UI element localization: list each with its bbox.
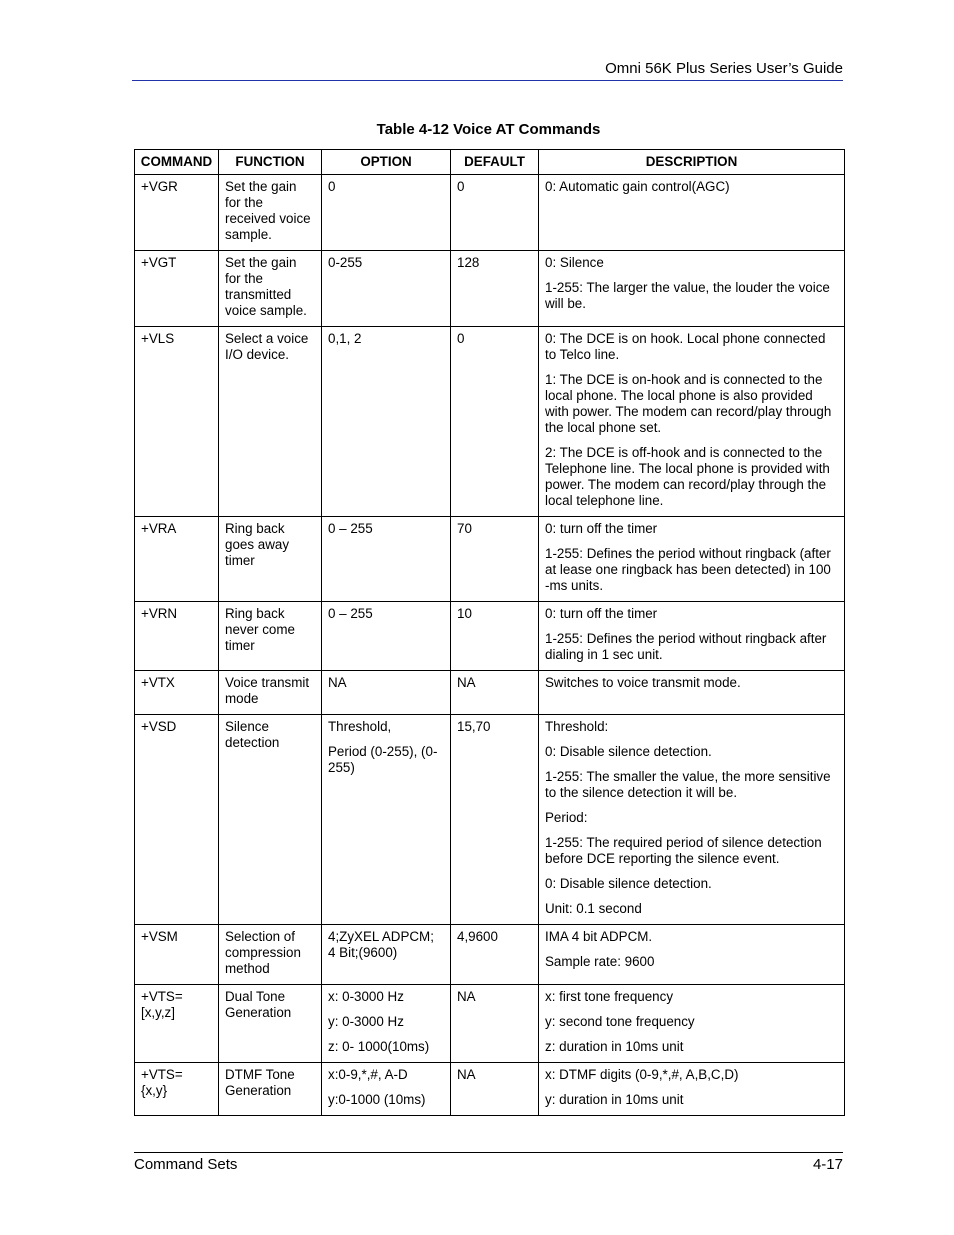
cell-paragraph: 0 [457, 179, 465, 194]
cell-function [219, 925, 322, 985]
page-header-title: Omni 56K Plus Series User’s Guide [605, 60, 843, 77]
cell-paragraph: 0: Automatic gain control(AGC) [545, 179, 730, 194]
cell-paragraph: y:0-1000 (10ms) [328, 1092, 426, 1107]
header-divider [132, 80, 843, 81]
cell-option [322, 925, 451, 985]
table-row [135, 715, 845, 925]
cell-paragraph: 0 – 255 [328, 521, 373, 536]
cell-option [322, 715, 451, 925]
cell-paragraph: 0: Disable silence detection. [545, 876, 712, 891]
cell-paragraph: 0: turn off the timer [545, 521, 658, 536]
cell-paragraph: 2: The DCE is off-hook and is connected to the Telephone line. The local phone is provided with power. The modem can record/play through the local telephone line. [545, 445, 830, 508]
cell-option [322, 602, 451, 671]
cell-paragraph: +VGR [141, 179, 178, 194]
cell-paragraph: 1-255: Defines the period without ringback (after at lease one ringback has been detected) in 100 -ms units. [545, 546, 831, 593]
cell-default [451, 602, 539, 671]
cell-paragraph: Silence detection [225, 719, 280, 750]
cell-command [135, 715, 219, 925]
table-row [135, 175, 845, 251]
cell-option [322, 985, 451, 1063]
cell-default [451, 925, 539, 985]
cell-paragraph: 1-255: The required period of silence detection before DCE reporting the silence event. [545, 835, 822, 866]
cell-paragraph: 0: Silence [545, 255, 604, 270]
cell-command [135, 925, 219, 985]
cell-paragraph: +VTX [141, 675, 175, 690]
cell-option [322, 1063, 451, 1116]
cell-default [451, 1063, 539, 1116]
cell-paragraph: Threshold, [328, 719, 392, 734]
table-header-row [135, 150, 845, 175]
cell-default [451, 327, 539, 517]
cell-paragraph: Unit: 0.1 second [545, 901, 642, 916]
table-row [135, 671, 845, 715]
cell-function [219, 1063, 322, 1116]
cell-description [539, 175, 845, 251]
column-header-command: COMMAND [135, 150, 219, 175]
cell-default [451, 175, 539, 251]
cell-description [539, 671, 845, 715]
cell-paragraph: +VSM [141, 929, 178, 944]
voice-at-commands-table [134, 149, 845, 1116]
cell-default [451, 517, 539, 602]
cell-function [219, 327, 322, 517]
cell-function [219, 175, 322, 251]
cell-default [451, 715, 539, 925]
cell-paragraph: Threshold: [545, 719, 609, 734]
cell-paragraph: Set the gain for the transmitted voice sample. [225, 255, 307, 318]
column-header-default: DEFAULT [451, 150, 539, 175]
cell-paragraph: Period (0-255), (0-255) [328, 744, 438, 775]
cell-paragraph: Ring back goes away timer [225, 521, 290, 568]
cell-command [135, 517, 219, 602]
cell-paragraph: x: first tone frequency [545, 989, 674, 1004]
cell-paragraph: NA [457, 675, 476, 690]
table-row [135, 925, 845, 985]
cell-paragraph: +VLS [141, 331, 175, 346]
cell-description [539, 251, 845, 327]
cell-default [451, 251, 539, 327]
table-row [135, 1063, 845, 1116]
cell-command [135, 602, 219, 671]
column-header-description: DESCRIPTION [539, 150, 845, 175]
cell-paragraph: 128 [457, 255, 480, 270]
cell-paragraph: +VGT [141, 255, 177, 270]
table-body [135, 175, 845, 1116]
cell-description [539, 1063, 845, 1116]
cell-command [135, 985, 219, 1063]
cell-paragraph: 0-255 [328, 255, 363, 270]
cell-paragraph: +VTS= [x,y,z] [141, 989, 183, 1020]
cell-paragraph: x: 0-3000 Hz [328, 989, 404, 1004]
cell-description [539, 517, 845, 602]
cell-paragraph: 0,1, 2 [328, 331, 362, 346]
cell-command [135, 1063, 219, 1116]
cell-paragraph: +VSD [141, 719, 177, 734]
cell-option [322, 251, 451, 327]
cell-paragraph: 0 [328, 179, 336, 194]
cell-paragraph: y: second tone frequency [545, 1014, 695, 1029]
cell-paragraph: 0: turn off the timer [545, 606, 658, 621]
cell-default [451, 985, 539, 1063]
cell-paragraph: 0 [457, 331, 465, 346]
cell-paragraph: 1-255: The larger the value, the louder the voice will be. [545, 280, 830, 311]
cell-function [219, 251, 322, 327]
cell-paragraph: Switches to voice transmit mode. [545, 675, 741, 690]
cell-paragraph: Voice transmit mode [225, 675, 310, 706]
cell-paragraph: 0 – 255 [328, 606, 373, 621]
cell-paragraph: NA [457, 989, 476, 1004]
cell-function [219, 985, 322, 1063]
cell-paragraph: NA [328, 675, 347, 690]
cell-paragraph: 0: Disable silence detection. [545, 744, 712, 759]
cell-paragraph: 1-255: The smaller the value, the more sensitive to the silence detection it will be. [545, 769, 831, 800]
cell-paragraph: Selection of compression method [225, 929, 301, 976]
cell-description [539, 327, 845, 517]
cell-default [451, 671, 539, 715]
cell-paragraph: Set the gain for the received voice sample. [225, 179, 311, 242]
cell-paragraph: y: duration in 10ms unit [545, 1092, 684, 1107]
table-row [135, 327, 845, 517]
column-header-option: OPTION [322, 150, 451, 175]
cell-paragraph: Sample rate: 9600 [545, 954, 655, 969]
cell-paragraph: 1: The DCE is on-hook and is connected to the local phone. The local phone is also provided with power. The modem can record/play through the local phone set. [545, 372, 832, 435]
cell-function [219, 517, 322, 602]
cell-paragraph: Select a voice I/O device. [225, 331, 309, 362]
table-row [135, 985, 845, 1063]
cell-option [322, 327, 451, 517]
cell-paragraph: 0: The DCE is on hook. Local phone connected to Telco line. [545, 331, 826, 362]
cell-paragraph: 15,70 [457, 719, 491, 734]
cell-paragraph: +VRN [141, 606, 178, 621]
table-row [135, 517, 845, 602]
cell-function [219, 671, 322, 715]
cell-option [322, 175, 451, 251]
cell-command [135, 671, 219, 715]
cell-paragraph: x:0-9,*,#, A-D [328, 1067, 408, 1082]
footer-section-name: Command Sets [134, 1156, 238, 1173]
cell-option [322, 671, 451, 715]
column-header-function: FUNCTION [219, 150, 322, 175]
footer-divider [134, 1152, 843, 1153]
cell-paragraph: DTMF Tone Generation [225, 1067, 295, 1098]
cell-paragraph: Ring back never come timer [225, 606, 295, 653]
cell-paragraph: +VRA [141, 521, 177, 536]
cell-paragraph: 4;ZyXEL ADPCM; 4 Bit;(9600) [328, 929, 434, 960]
cell-description [539, 985, 845, 1063]
cell-paragraph: +VTS= {x,y} [141, 1067, 183, 1098]
cell-paragraph: Dual Tone Generation [225, 989, 292, 1020]
cell-paragraph: IMA 4 bit ADPCM. [545, 929, 653, 944]
cell-paragraph: NA [457, 1067, 476, 1082]
cell-paragraph: x: DTMF digits (0-9,*,#, A,B,C,D) [545, 1067, 739, 1082]
cell-description [539, 602, 845, 671]
cell-paragraph: Period: [545, 810, 588, 825]
table-row [135, 602, 845, 671]
cell-paragraph: z: duration in 10ms unit [545, 1039, 684, 1054]
cell-command [135, 251, 219, 327]
cell-paragraph: 70 [457, 521, 472, 536]
cell-description [539, 925, 845, 985]
cell-paragraph: z: 0- 1000(10ms) [328, 1039, 430, 1054]
cell-paragraph: 4,9600 [457, 929, 498, 944]
cell-description [539, 715, 845, 925]
cell-option [322, 517, 451, 602]
cell-paragraph: 1-255: Defines the period without ringback after dialing in 1 sec unit. [545, 631, 827, 662]
cell-function [219, 602, 322, 671]
footer-page-number: 4-17 [812, 1156, 843, 1173]
cell-paragraph: y: 0-3000 Hz [328, 1014, 404, 1029]
table-caption: Table 4-12 Voice AT Commands [376, 121, 601, 138]
cell-paragraph: 10 [457, 606, 472, 621]
cell-command [135, 327, 219, 517]
cell-function [219, 715, 322, 925]
table-row [135, 251, 845, 327]
cell-command [135, 175, 219, 251]
